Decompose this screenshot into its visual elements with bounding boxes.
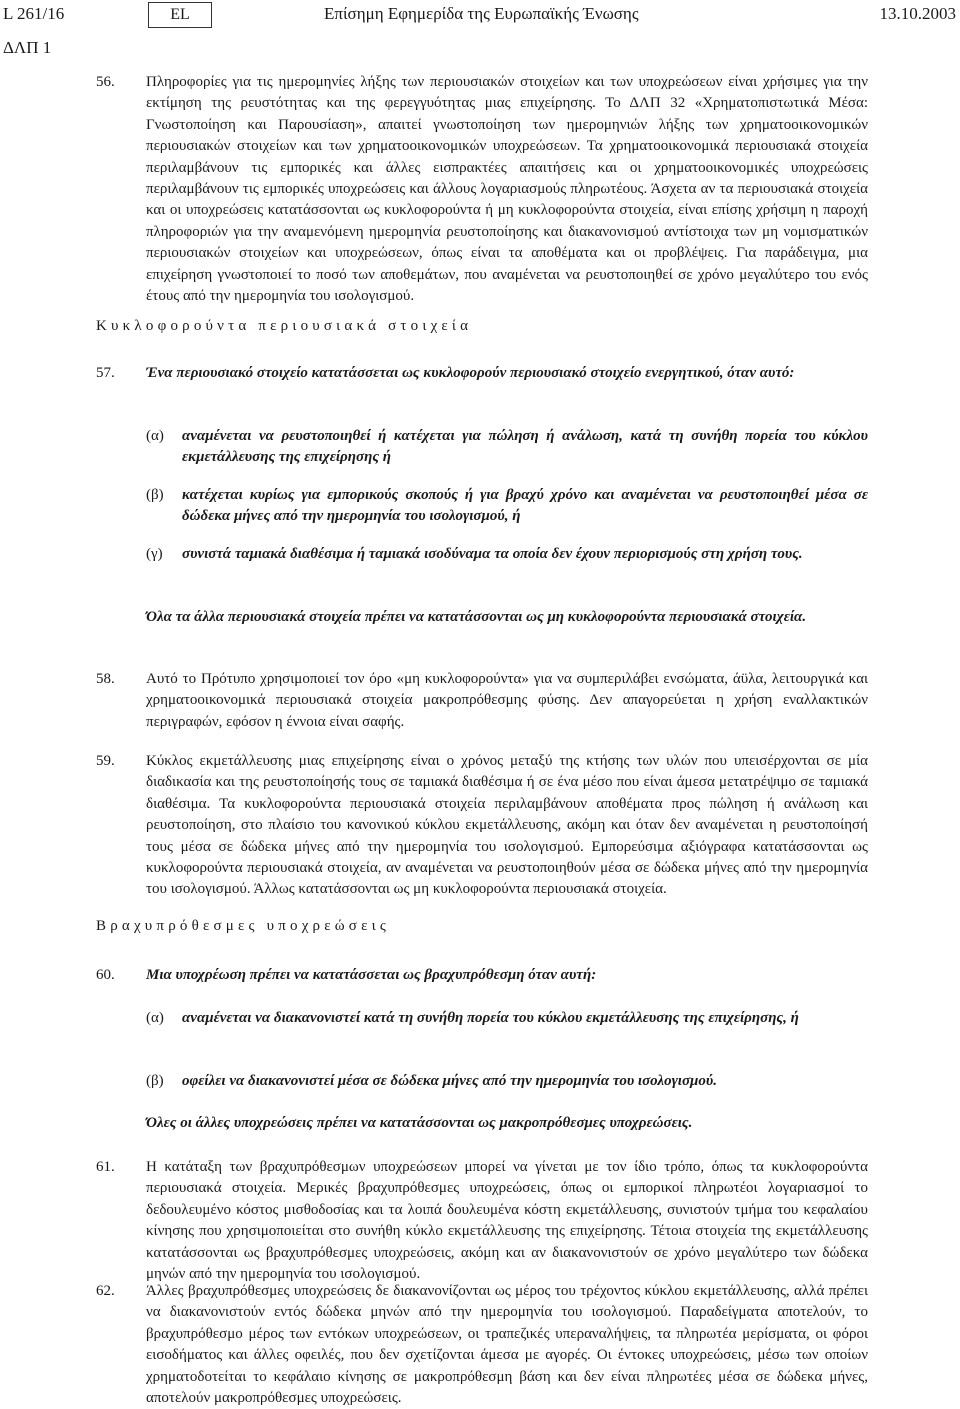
paragraph-text: Αυτό το Πρότυπο χρησιμοποιεί τον όρο «μη κυκλοφορούντα» για να συμπεριλάβει ενσώματα, άϋλα, λειτουργικά και χρηματοοικονομικά περιουσιακά στοιχεία μακροπρόθεσμης φύσης. Δεν απαγορεύεται η χρήση εναλλακτικών περιγραφών, εφόσον η έννοια είναι σαφής. [146, 671, 868, 730]
list-item-text: κατέχεται κυρίως για εμπορικούς σκοπούς ή για βραχύ χρόνο και αναμένεται να ρευστοποιηθεί μέσα σε δώδεκα μήνες από την ημερομηνία του ισολογισμού, ή [182, 487, 868, 525]
paragraph-number: 56. [96, 74, 115, 90]
paragraph-number: 62. [96, 1283, 115, 1299]
list-item-text: οφείλει να διακανονιστεί μέσα σε δώδεκα μήνες από την ημερομηνία του ισολογισμού. [182, 1073, 717, 1089]
document-label: ΔΛΠ 1 [3, 38, 52, 57]
list-item-text: συνιστά ταμιακά διαθέσιμα ή ταμιακά ισοδύναμα τα οποία δεν έχουν περιορισμούς στη χρήση τους. [182, 546, 803, 562]
publication-date: 13.10.2003 [879, 4, 956, 23]
paragraph-number: 60. [96, 967, 115, 983]
paragraph-57-conclusion: Όλα τα άλλα περιουσιακά στοιχεία πρέπει να κατατάσσονται ως μη κυκλοφορούντα περιουσιακά στοιχεία. [146, 609, 807, 625]
journal-title: Επίσημη Εφημερίδα της Ευρωπαϊκής Ένωσης [324, 4, 639, 23]
paragraph-number: 57. [96, 365, 115, 381]
paragraph-text: Κύκλος εκμετάλλευσης μιας επιχείρησης είναι ο χρόνος μεταξύ της κτήσης των υλών που υπεισέρχονται σε μία διαδικασία και της ρευστοποίησής τους σε ταμιακά διαθέσιμα ή σε ένα μέσο που είναι άμεσα μετατρέψιμο σε ταμιακά διαθέσιμα. Τα κυκλοφορούντα περιουσιακά στοιχεία περιλαμβάνουν αποθέματα προς πώληση ή ανάλωση και ρευστοποίηση, στο πλαίσιο του κανονικού κύκλου εκμετάλλευσης, ακόμη και όταν δεν αναμένεται η ρευστοποίησή τους μέσα σε δώδεκα μήνες από την ημερομηνία του ισολογισμού. Εμπορεύσιμα αξιόγραφα κατατάσσονται ως κυκλοφορούντα περιουσιακά στοιχεία, αν αναμένεται να ρευστοποιηθούν μέσα σε δώδεκα μήνες από την ημερομηνία του ισολογισμού. Άλλως κατατάσσονται ως μη κυκλοφορούντα περιουσιακά στοιχεία. [146, 753, 868, 898]
paragraph-text: Πληροφορίες για τις ημερομηνίες λήξης των περιουσιακών στοιχείων και των υποχρεώσεων είναι χρήσιμες για την εκτίμηση της ρευστότητας και της φερεγγυότητας μιας επιχείρησης. Το ΔΛΠ 32 «Χρηματοπιστωτικά Μέσα: Γνωστοποίηση και Παρουσίαση», απαιτεί γνωστοποίηση των ημερομηνιών λήξης των χρηματοοικονομικών περιουσιακών στοιχείων και των χρηματοοικονομικών υποχρεώσεων. Τα χρηματοοικονομικά περιουσιακά στοιχεία περιλαμβάνουν τις εμπορικές και άλλες εισπρακτέες απαιτήσεις και οι χρηματοοικονομικές υποχρεώσεις περιλαμβάνουν τις εμπορικές υποχρεώσεις και άλλους λογαριασμούς πληρωτέους. Άσχετα αν τα περιουσιακά στοιχεία και οι υποχρεώσεις κατατάσσονται ως κυκλοφορούντα ή μη κυκλοφορούντα στοιχεία, είναι επίσης χρήσιμη η παροχή πληροφοριών για την αναμενόμενη ημερομηνία ρευστοποίησης και διακανονισμού αντίστοιχα των μη νομισματικών περιουσιακών στοιχείων και υποχρεώσεων, όπως είναι τα αποθέματα και οι προβλέψεις. Για παράδειγμα, μια επιχείρηση γνωστοποιεί το ποσό των αποθεμάτων, που αναμένεται να ρευστοποιηθεί σε χρόνο μεγαλύτερο του ενός έτους από την ημερομηνία του ισολογισμού. [146, 74, 868, 305]
page-number: L 261/16 [3, 4, 65, 23]
paragraph-number: 58. [96, 671, 115, 687]
list-item-label: (β) [146, 487, 164, 503]
list-item-text: αναμένεται να διακανονιστεί κατά τη συνήθη πορεία του κύκλου εκμετάλλευσης της επιχείρησης, ή [182, 1010, 799, 1026]
list-item-label: (β) [146, 1073, 164, 1089]
paragraph-text: Ένα περιουσιακό στοιχείο κατατάσσεται ως κυκλοφορούν περιουσιακό στοιχείο ενεργητικού, όταν αυτό: [146, 365, 795, 381]
page-header [0, 4, 960, 30]
paragraph-number: 61. [96, 1159, 115, 1175]
list-item-label: (γ) [146, 546, 163, 562]
list-item-label: (α) [146, 1010, 164, 1026]
paragraph-60-conclusion: Όλες οι άλλες υποχρεώσεις πρέπει να κατατάσσονται ως μακροπρόθεσμες υποχρεώσεις. [146, 1115, 693, 1131]
paragraph-text: Μια υποχρέωση πρέπει να κατατάσσεται ως βραχυπρόθεσμη όταν αυτή: [146, 967, 597, 983]
section-heading-current-liabilities: Βραχυπρόθεσμες υποχρεώσεις [96, 918, 390, 934]
list-item-text: αναμένεται να ρευστοποιηθεί ή κατέχεται για πώληση ή ανάλωση, κατά τη συνήθη πορεία του κύκλου εκμετάλλευσης της επιχείρησης ή [182, 428, 868, 466]
paragraph-number: 59. [96, 753, 115, 769]
paragraph-text: Η κατάταξη των βραχυπρόθεσμων υποχρεώσεων μπορεί να γίνεται με τον ίδιο τρόπο, όπως τα κυκλοφορούντα περιουσιακά στοιχεία. Μερικές βραχυπρόθεσμες υποχρεώσεις, όπως οι εμπορικοί πληρωτέοι λογαριασμοί το δεδουλευμένο κόστος μισθοδοσίας και τα λοιπά δουλευμένα κόστη εκμετάλλευσης, συνιστούν τμήμα του κεφαλαίου κίνησης που χρησιμοποιείται στο συνήθη κύκλο εκμετάλλευσης της επιχείρησης. Τέτοια στοιχεία της εκμετάλλευσης κατατάσσονται ως βραχυπρόθεσμες υποχρεώσεις, ακόμη και αν διακανονιστούν σε χρόνο μεγαλύτερο των δώδεκα μηνών από την ημερομηνία του ισολογισμού. [146, 1159, 868, 1283]
language-badge: EL [148, 2, 212, 28]
section-heading-current-assets: Κυκλοφορούντα περιουσιακά στοιχεία [96, 318, 473, 334]
list-item-label: (α) [146, 428, 164, 444]
paragraph-text: Άλλες βραχυπρόθεσμες υποχρεώσεις δε διακανονίζονται ως μέρος του τρέχοντος κύκλου εκμετάλλευσης, αλλά πρέπει να διακανονιστούν εντός δώδεκα μηνών από την ημερομηνία του ισολογισμού. Παραδείγματα αποτελούν, το βραχυπρόθεσμο μέρος των εντόκων υποχρεώσεων, οι τραπεζικές υπεραναλήψεις, τα πληρωτέα μερίσματα, οι φόροι εισοδήματος και άλλες οφειλές, που δεν σχετίζονται άμεσα με αγορές. Οι έντοκες υποχρεώσεις, μέσω των οποίων χρηματοδοτείται το κεφάλαιο κίνησης σε μακροπρόθεσμη βάση και δεν είναι πληρωτέες μέσα σε δώδεκα μήνες, αποτελούν μακροπρόθεσμες υποχρεώσεις. [146, 1283, 868, 1407]
